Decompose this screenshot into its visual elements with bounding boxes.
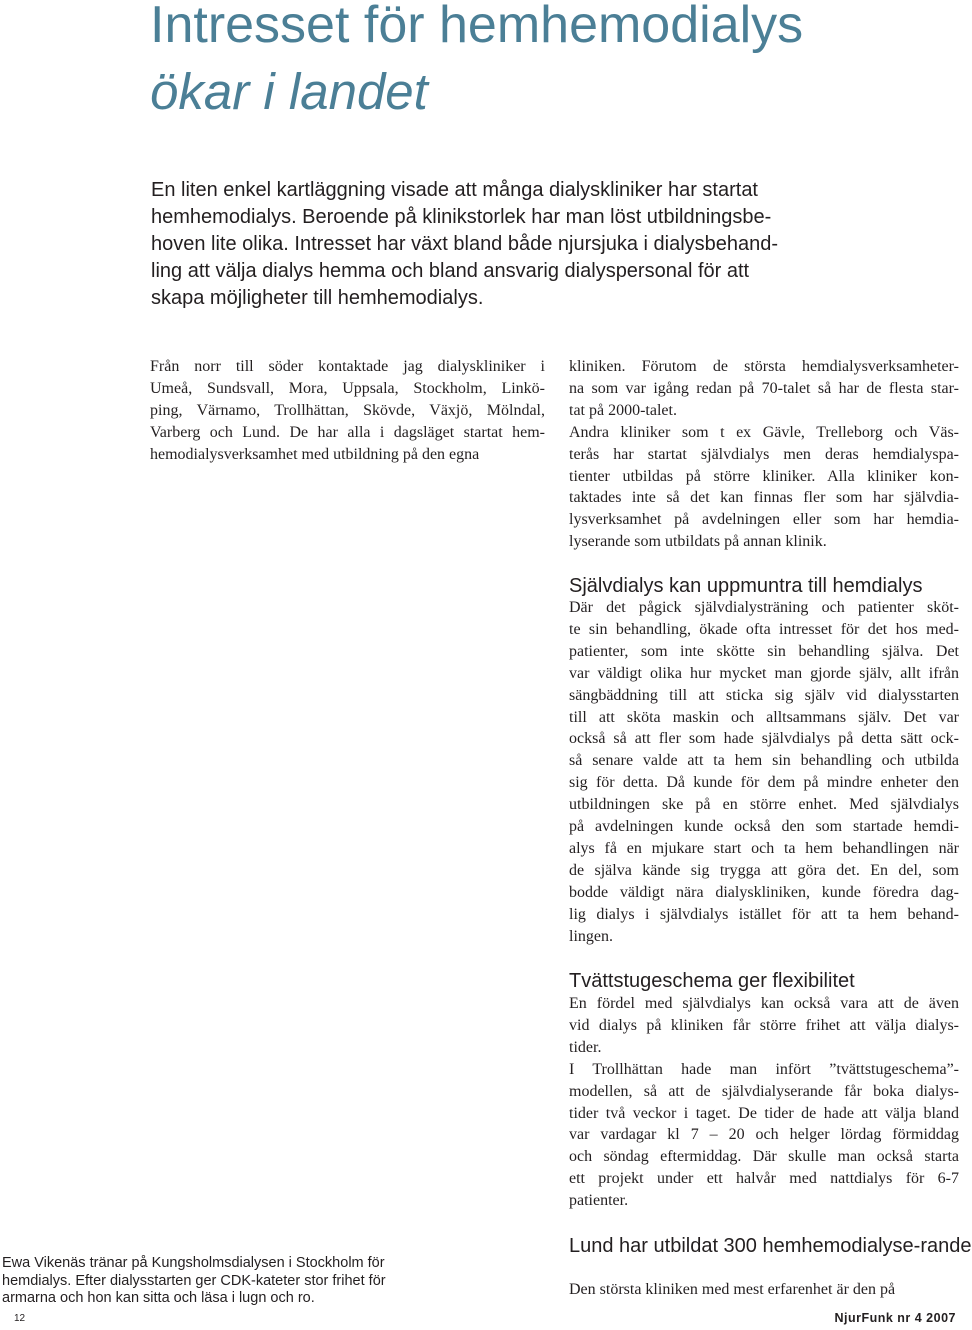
text-line: lyserande som utbildats på annan klinik. xyxy=(569,533,827,551)
photo-caption xyxy=(2,1255,452,1308)
text-line: Andra kliniker som t ex Gävle, Trelleborg och Väs- xyxy=(569,423,959,441)
section-heading-self-dialysis: Självdialys kan uppmuntra till hemdialys xyxy=(569,575,923,597)
text-line: var vardagar kl 7 – 20 och helger lördag förmiddag xyxy=(569,1126,959,1144)
text-line: till att sköta maskin och alltsammans själv. Det var xyxy=(569,708,959,726)
text-line: också så att fler som hade självdialys på detta sätt ock- xyxy=(569,730,959,748)
body-column-2-intro xyxy=(569,356,959,553)
text-line: och söndag eftermiddag. Där skulle man också starta xyxy=(569,1148,959,1166)
text-line: na som var igång redan på 70-talet så har de flesta star- xyxy=(569,379,959,397)
section-body-laundry-schedule xyxy=(569,993,959,1212)
text-line: lig dialys i självdialys istället för att ta hem behand- xyxy=(569,905,959,923)
text-line: Där det pågick självdialysträning och patienter sköt- xyxy=(569,599,959,616)
text-line: utbildningen ske på en större enhet. Med självdialys xyxy=(569,796,959,814)
text-line: I Trollhättan hade man infört ”tvättstugeschema”- xyxy=(569,1060,959,1078)
text-line: tienter utbildas på större kliniker. Alla kliniker kon- xyxy=(569,467,959,485)
text-line: hemodialysverksamhet med utbildning på den egna xyxy=(150,445,480,463)
text-line: patienter, som inte skötte sin behandling själva. Det xyxy=(569,642,959,660)
text-line: Varberg och Lund. De har alla i dagsläget startat hem- xyxy=(150,423,545,441)
body-column-1 xyxy=(150,356,545,466)
text-line: Ewa Vikenäs tränar på Kungsholmsdialysen i Stockholm för xyxy=(2,1255,385,1271)
section-body-self-dialysis xyxy=(569,597,959,948)
text-line: sängbäddning till att sticka sig själv vid dialysstarten xyxy=(569,686,959,704)
text-line: hemdialys. Efter dialysstarten ger CDK-kateter stor frihet för xyxy=(2,1272,386,1289)
text-line: tider två veckor i taget. De tider de hade att välja bland xyxy=(569,1104,959,1122)
page-number: 12 xyxy=(14,1313,26,1324)
text-line: de själva kände sig trygga att göra det. En del, som xyxy=(569,861,959,879)
text-line: te sin behandling, ökade ofta intresset för det hos med- xyxy=(569,620,959,638)
text-line: modellen, så att de självdialyserande får boka dialys- xyxy=(569,1082,959,1100)
text-line: bodde väldigt nära dialyskliniken, kunde föredra dag- xyxy=(569,883,959,901)
text-line: taktades inte så det kan finnas fler som har självdia- xyxy=(569,489,959,507)
text-line: En liten enkel kartläggning visade att många dialyskliniker har startat xyxy=(151,179,758,201)
text-line: terås har startat självdialys men deras hemdialyspa- xyxy=(569,445,959,463)
text-line: alys få en mjukare start och ta hem behandlingen när xyxy=(569,839,959,857)
text-line: kliniken. Förutom de största hemdialysverksamheter- xyxy=(569,358,959,375)
text-line: vid dialys på kliniken får större frihet att välja dialys- xyxy=(569,1016,959,1034)
text-line: på avdelningen kunde också den som startade hemdi- xyxy=(569,818,959,836)
text-line: lysverksamhet på avdelningen eller som har hemdia- xyxy=(569,511,959,529)
text-line: rande xyxy=(920,1235,972,1257)
text-line: lingen. xyxy=(569,927,613,945)
text-line: ett projekt under ett halvår med nattdialys för 6-7 xyxy=(569,1170,959,1188)
article-title: Intresset för hemhemodialys xyxy=(150,0,804,54)
ingress xyxy=(151,177,851,312)
text-line: Umeå, Sundsvall, Mora, Uppsala, Stockholm, Linkö- xyxy=(150,379,545,397)
text-line: ling att välja dialys hemma och bland ansvarig dialyspersonal för att xyxy=(151,260,750,282)
text-line: sig för detta. Då kunde för dem på mindre enheter den xyxy=(569,774,959,792)
text-line: armarna och hon kan sitta och läsa i lugn och ro. xyxy=(2,1290,315,1306)
text-line: var väldigt olika hur mycket man gjorde själv, allt ifrån xyxy=(569,664,959,682)
text-line: så senare valde att ta hem sin behandling och utbilda xyxy=(569,752,959,770)
section-heading-lund xyxy=(569,1236,972,1257)
text-line: hemhemodialys. Beroende på klinikstorlek har man löst utbildningsbe- xyxy=(151,206,772,228)
text-line: Från norr till söder kontaktade jag dialyskliniker i xyxy=(150,358,545,375)
section-heading-laundry-schedule: Tvättstugeschema ger flexibilitet xyxy=(569,970,855,992)
text-line: Den största kliniken med mest erfarenhet är den på xyxy=(569,1281,896,1298)
text-line: ping, Värnamo, Trollhättan, Skövde, Växjö, Mölndal, xyxy=(150,401,545,419)
text-line: tat på 2000-talet. xyxy=(569,401,677,419)
magazine-issue: NjurFunk nr 4 2007 xyxy=(834,1311,956,1325)
section-body-lund xyxy=(569,1279,959,1301)
article-title-subline: ökar i landet xyxy=(150,63,428,120)
text-line: skapa möjligheter till hemhemodialys. xyxy=(151,287,484,309)
text-line: patienter. xyxy=(569,1192,629,1210)
text-line: En fördel med självdialys kan också vara att de även xyxy=(569,995,959,1012)
text-line: tider. xyxy=(569,1038,602,1056)
text-line: hoven lite olika. Intresset har växt bland både njursjuka i dialysbehand- xyxy=(151,233,779,255)
text-line: Lund har utbildat 300 hemhemodialyse- xyxy=(569,1235,921,1257)
